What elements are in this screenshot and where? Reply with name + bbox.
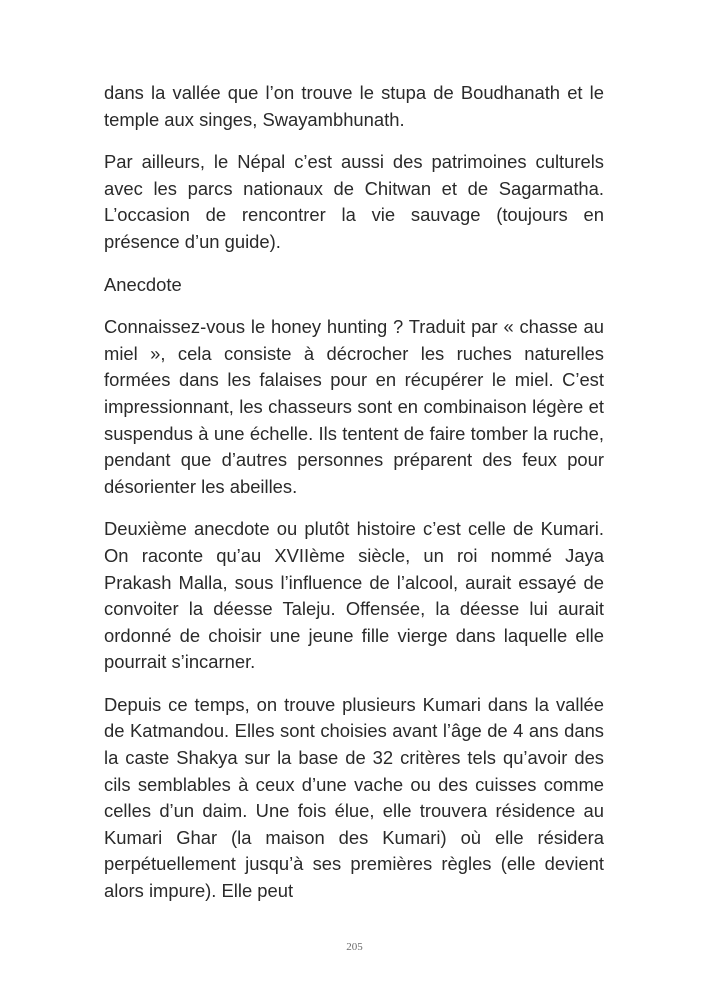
section-heading-anecdote: Anecdote [104,273,182,295]
paragraph-kumari-selection: Depuis ce temps, on trouve plusieurs Kumari dans la vallée de Katmandou. Elles sont choisies avant l’âge de 4 ans dans la caste Shakya sur la base de 32 critères tels qu’avoir des cils semblables à ceux d’une vache ou des cuisses comme celles d’un daim. Une fois élue, elle trouvera résidence au Kumari Ghar (la maison des Kumari) où elle résidera perpétuellement jusqu’à ses premières règles (elle devient alors impure). Elle peut [104,693,604,902]
page-body [104,80,604,921]
paragraph-kumari-story: Deuxième anecdote ou plutôt histoire c’est celle de Kumari. On raconte qu’au XVIIème siècle, un roi nommé Jaya Prakash Malla, sous l’influence de l’alcool, aurait essayé de convoiter la déesse Taleju. Offensée, la déesse lui aurait ordonné de choisir une jeune fille vierge dans laquelle elle pourrait s’incarner. [104,518,604,673]
page-number: 205 [346,941,363,953]
paragraph-national-parks: Par ailleurs, le Népal c’est aussi des patrimoines culturels avec les parcs nationaux de Chitwan et de Sagarmatha. L’occasion de rencontrer la vie sauvage (toujours en présence d’un guide). [104,151,604,252]
paragraph-honey-hunting: Connaissez-vous le honey hunting ? Traduit par « chasse au miel », cela consiste à décrocher les ruches naturelles formées dans les falaises pour en récupérer le miel. C’est impressionnant, les chasseurs sont en combinaison légère et suspendus à une échelle. Ils tentent de faire tomber la ruche, pendant que d’autres personnes préparent des feux pour désorienter les abeilles. [104,316,604,497]
paragraph-boudhanath: dans la vallée que l’on trouve le stupa de Boudhanath et le temple aux singes, Swayambhunath. [104,82,604,130]
